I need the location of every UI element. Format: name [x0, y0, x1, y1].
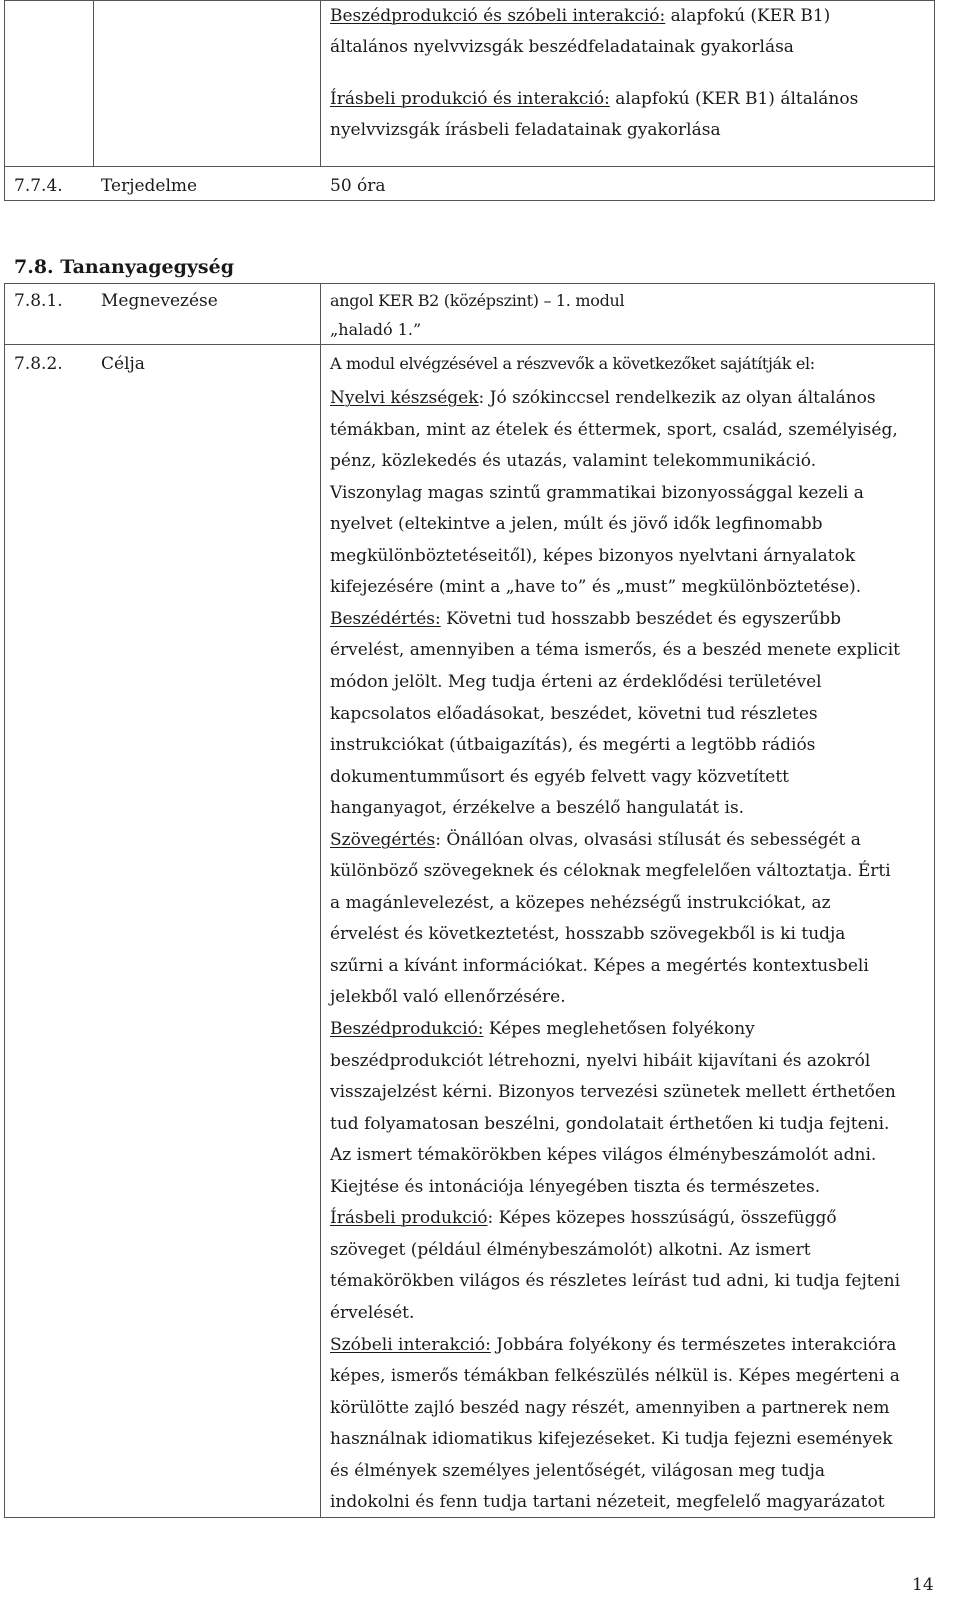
text-line	[330, 579, 861, 596]
line-text: használnak idiomatikus kifejezéseket. Ki tudja fejezni események	[330, 1429, 893, 1449]
line-text: érvelést és következtetést, hosszabb szövegekből is ki tudja	[330, 924, 846, 944]
text-line	[330, 8, 830, 25]
line-text: jelekből való ellenőrzésére.	[330, 987, 566, 1007]
page-number: 14	[912, 1575, 934, 1595]
line-text: Kiejtése és intonációja lényegében tiszta és természetes.	[330, 1177, 821, 1197]
line-text: A modul elvégzésével a részvevők a következőket sajátítják el:	[330, 354, 815, 373]
line-text: alapfokú (KER B1)	[665, 6, 831, 26]
line-text: tud folyamatosan beszélni, gondolatait érthetően ki tudja fejteni.	[330, 1114, 890, 1134]
text-line	[330, 356, 815, 372]
text-line	[330, 1273, 900, 1290]
line-text: dokumentumműsort és egyéb felvett vagy közvetített	[330, 767, 789, 787]
line-text: a magánlevelezést, a közepes nehézségű instrukciókat, az	[330, 893, 831, 913]
text-line	[330, 674, 822, 691]
extent-row-label: Terjedelme	[101, 176, 198, 196]
section-title: 7.8. Tananyagegység	[14, 256, 234, 278]
line-text: szöveget (például élménybeszámolót) alkotni. Az ismert	[330, 1240, 811, 1260]
skill-heading: Szóbeli interakció:	[330, 1335, 491, 1355]
name-row-value-subtitle: „haladó 1.”	[330, 320, 422, 339]
table1-border-top	[4, 0, 935, 1]
text-line	[330, 422, 898, 439]
name-row-number: 7.8.1.	[14, 291, 63, 311]
text-line	[330, 1431, 893, 1448]
text-line	[330, 706, 818, 723]
name-row-value: angol KER B2 (középszint) – 1. modul	[330, 291, 625, 310]
text-line	[330, 737, 815, 754]
table2-border-right	[934, 283, 935, 1518]
table1-border-bottom	[4, 200, 935, 201]
text-line	[330, 1021, 755, 1038]
table2-border-bottom	[4, 1517, 935, 1518]
line-text: alapfokú (KER B1) általános	[609, 89, 859, 109]
text-line	[330, 863, 891, 880]
text-line	[330, 1463, 825, 1480]
skill-heading: Beszédprodukció:	[330, 1019, 484, 1039]
line-text: : Jó szókinccsel rendelkezik az olyan általános	[478, 388, 876, 408]
text-line	[330, 516, 823, 533]
table2-divider-col2	[320, 283, 321, 1518]
skill-heading: Beszédértés:	[330, 609, 441, 629]
line-text: érvelést, amennyiben a téma ismerős, és a beszéd menete explicit	[330, 640, 900, 660]
skill-heading: Írásbeli produkció	[330, 1208, 488, 1228]
line-text: megkülönböztetéseitől), képes bizonyos nyelvtani árnyalatok	[330, 546, 856, 566]
line-text: : Önállóan olvas, olvasási stílusát és sebességét a	[435, 830, 861, 850]
line-text: kifejezésére (mint a „have to” és „must” megkülönböztetése).	[330, 577, 862, 597]
text-line	[330, 1179, 820, 1196]
text-line	[330, 1368, 900, 1385]
table2-border-left	[4, 283, 5, 1518]
line-text: témákban, mint az ételek és éttermek, sport, család, személyiség,	[330, 420, 898, 440]
line-text: : Képes közepes hosszúságú, összefüggő	[487, 1208, 837, 1228]
text-line	[330, 39, 794, 56]
line-text: pénz, közlekedés és utazás, valamint telekommunikáció.	[330, 451, 817, 471]
line-text: képes, ismerős témákban felkészülés nélkül is. Képes megérteni a	[330, 1366, 900, 1386]
text-line	[330, 453, 816, 470]
text-line	[330, 485, 864, 502]
table1-divider-col1	[93, 0, 94, 166]
table1-border-left	[4, 0, 5, 200]
line-text: Viszonylag magas szintű grammatikai bizonyossággal kezeli a	[330, 483, 864, 503]
line-text: indokolni és fenn tudja tartani nézeteit, megfelelő magyarázatot	[330, 1492, 885, 1512]
table2-row-divider	[4, 344, 935, 345]
text-line	[330, 800, 744, 817]
text-line	[330, 390, 876, 407]
text-line	[330, 1147, 876, 1164]
line-text: általános nyelvvizsgák beszédfeladatainak gyakorlása	[330, 37, 794, 57]
text-line	[330, 1242, 811, 1259]
text-line	[330, 1210, 837, 1227]
line-text: Képes meglehetősen folyékony	[483, 1019, 755, 1039]
line-text: szűrni a kívánt információkat. Képes a megértés kontextusbeli	[330, 956, 869, 976]
text-line	[330, 122, 721, 139]
goal-row-label: Célja	[101, 354, 145, 374]
skill-heading: Beszédprodukció és szóbeli interakció:	[330, 6, 666, 26]
line-text: érvelését.	[330, 1303, 415, 1323]
text-line	[330, 1305, 414, 1322]
line-text: kapcsolatos előadásokat, beszédet, követni tud részletes	[330, 704, 818, 724]
extent-row-number: 7.7.4.	[14, 176, 63, 196]
line-text: Az ismert témakörökben képes világos élménybeszámolót adni.	[330, 1145, 877, 1165]
table1-divider-col2	[320, 0, 321, 166]
text-line	[330, 926, 845, 943]
text-line	[330, 769, 789, 786]
goal-row-number: 7.8.2.	[14, 354, 63, 374]
line-text: Követni tud hosszabb beszédet és egyszerűbb	[440, 609, 842, 629]
text-line	[330, 611, 841, 628]
line-text: hanganyagot, érzékelve a beszélő hangulatát is.	[330, 798, 745, 818]
line-text: nyelvvizsgák írásbeli feladatainak gyakorlása	[330, 120, 721, 140]
line-text: instrukciókat (útbaigazítás), és megérti a legtöbb rádiós	[330, 735, 816, 755]
text-line	[330, 1084, 896, 1101]
line-text: visszajelzést kérni. Bizonyos tervezési szünetek mellett érthetően	[330, 1082, 896, 1102]
text-line	[330, 548, 855, 565]
table1-border-right	[934, 0, 935, 200]
text-line	[330, 989, 566, 1006]
line-text: és élmények személyes jelentőségét, világosan meg tudja	[330, 1461, 826, 1481]
table2-border-top	[4, 283, 935, 284]
table1-row-divider	[4, 166, 935, 167]
text-line	[330, 1116, 889, 1133]
text-line	[330, 1337, 896, 1354]
extent-row-value: 50 óra	[330, 176, 386, 196]
text-line	[330, 642, 900, 659]
line-text: beszédprodukciót létrehozni, nyelvi hibáit kijavítani és azokról	[330, 1051, 871, 1071]
skill-heading: Szövegértés	[330, 830, 436, 850]
text-line	[330, 91, 858, 108]
line-text: témakörökben világos és részletes leírást tud adni, ki tudja fejteni	[330, 1271, 901, 1291]
text-line	[330, 958, 869, 975]
text-line	[330, 1494, 885, 1511]
line-text: körülötte zajló beszéd nagy részét, amennyiben a partnerek nem	[330, 1398, 890, 1418]
line-text: módon jelölt. Meg tudja érteni az érdeklődési területével	[330, 672, 822, 692]
line-text: nyelvet (eltekintve a jelen, múlt és jövő idők legfinomabb	[330, 514, 823, 534]
text-line	[330, 1053, 870, 1070]
text-line	[330, 895, 831, 912]
skill-heading: Nyelvi készségek	[330, 388, 479, 408]
skill-heading: Írásbeli produkció és interakció:	[330, 89, 610, 109]
text-line	[330, 1400, 889, 1417]
line-text: Jobbára folyékony és természetes interakcióra	[490, 1335, 897, 1355]
line-text: különböző szövegeknek és céloknak megfelelően változtatja. Érti	[330, 861, 891, 881]
text-line	[330, 832, 861, 849]
name-row-label: Megnevezése	[101, 291, 218, 311]
